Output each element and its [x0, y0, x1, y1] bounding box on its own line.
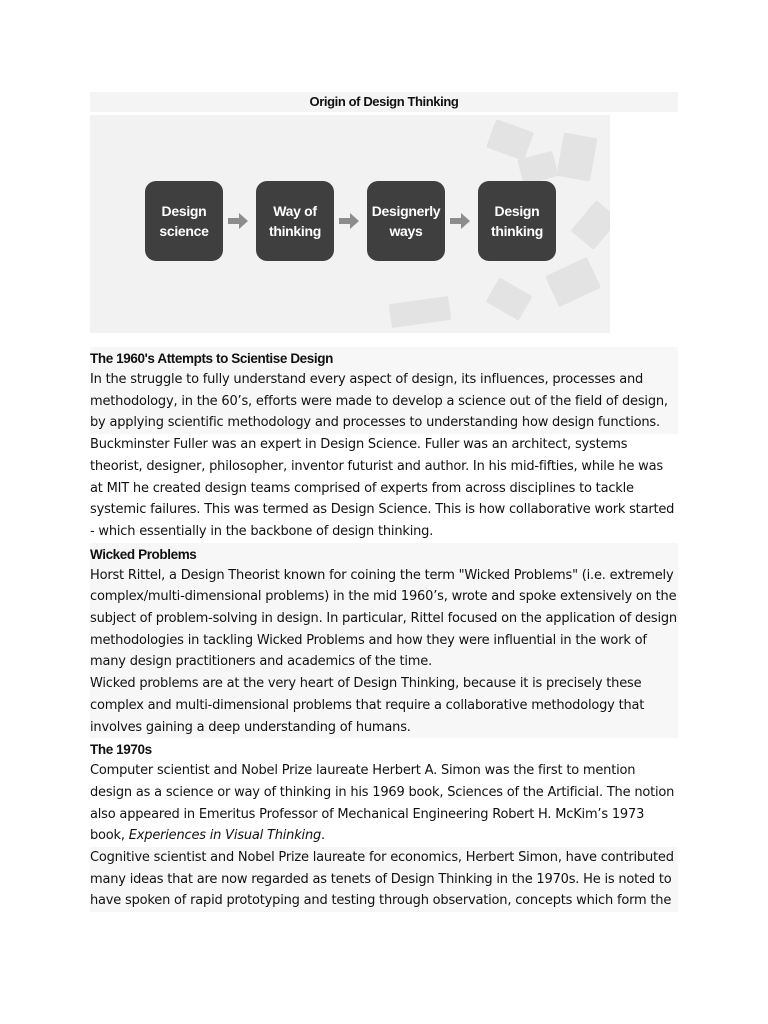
- step-way-of-thinking: Way of thinking: [256, 181, 334, 261]
- paragraph-text: .: [321, 828, 325, 844]
- section-1970s-continued: [90, 847, 678, 912]
- section-heading: The 1960's Attempts to Scientise Design: [90, 351, 333, 366]
- decorative-shape: [486, 277, 533, 320]
- decorative-shape: [486, 119, 534, 161]
- paragraph: Wicked problems are at the very heart of Design Thinking, because it is precisely these complex and multi-dimensional problems that require a collaborative methodology that involves gaining a deep understanding of humans.: [90, 676, 645, 735]
- right-arrow-icon: [226, 211, 250, 231]
- step-design-science: Design science: [145, 181, 223, 261]
- paragraph: Horst Rittel, a Design Theorist known for coining the term "Wicked Problems" (i.e. extremely complex/multi-dimensional problems) in the mid 1960’s, wrote and spoke extensively on the subject of problem-solving in design. In particular, Rittel focused on the application of design methodologies in tackling Wicked Problems and how they were influential in the work of many design practitioners and academics of the time.: [90, 567, 677, 670]
- section-heading: The 1970s: [90, 742, 152, 758]
- paragraph: [90, 760, 678, 847]
- book-title: Experiences in Visual Thinking: [128, 828, 322, 844]
- step-design-thinking: Design thinking: [478, 181, 556, 261]
- page-title: Origin of Design Thinking: [90, 92, 678, 112]
- paragraph: Buckminster Fuller was an expert in Design Science. Fuller was an architect, systems theorist, designer, philosopher, inventor futurist and author. In his mid-fifties, while he was at MIT he created design teams comprised of experts from across disciplines to tackle systemic failures. This was termed as Design Science. This is how collaborative work started - which essentially in the backbone of design thinking.: [90, 437, 675, 539]
- paragraph-text: Computer scientist and Nobel Prize laureate Herbert A. Simon was the first to mention design as a science or way of thinking in his 1969 book, Sciences of the Artificial. The notion also appeared in Emeritus Professor of Mechanical Engineering Robert H. McKim’s 1973: [90, 763, 675, 822]
- decorative-shape: [556, 132, 597, 181]
- paragraph: In the struggle to fully understand every aspect of design, its influences, processes and methodology, in the 60’s, efforts were made to develop a science out of the field of design, by applying scientific methodology and processes to understanding how design functions.: [90, 372, 668, 431]
- step-designerly-ways: Designerly ways: [367, 181, 445, 261]
- section-1960s-continued: [90, 434, 678, 543]
- paragraph: Cognitive scientist and Nobel Prize laureate for economics, Herbert Simon, have contributed many ideas that are now regarded as tenets of Design Thinking in the 1970s. He is noted to have spoken of rapid prototyping and testing through observation, concepts which form the: [90, 850, 674, 909]
- design-thinking-diagram: [90, 115, 610, 333]
- document-page: [90, 92, 678, 912]
- paragraph-text: book,: [90, 828, 129, 844]
- decorative-shape: [545, 257, 601, 307]
- decorative-shape: [571, 200, 610, 250]
- section-heading: Wicked Problems: [90, 546, 197, 562]
- section-wicked-problems: [90, 543, 678, 739]
- section-1960s: [90, 347, 678, 434]
- decorative-shape: [389, 296, 452, 328]
- right-arrow-icon: [337, 211, 361, 231]
- right-arrow-icon: [448, 211, 472, 231]
- section-1970s: [90, 738, 678, 847]
